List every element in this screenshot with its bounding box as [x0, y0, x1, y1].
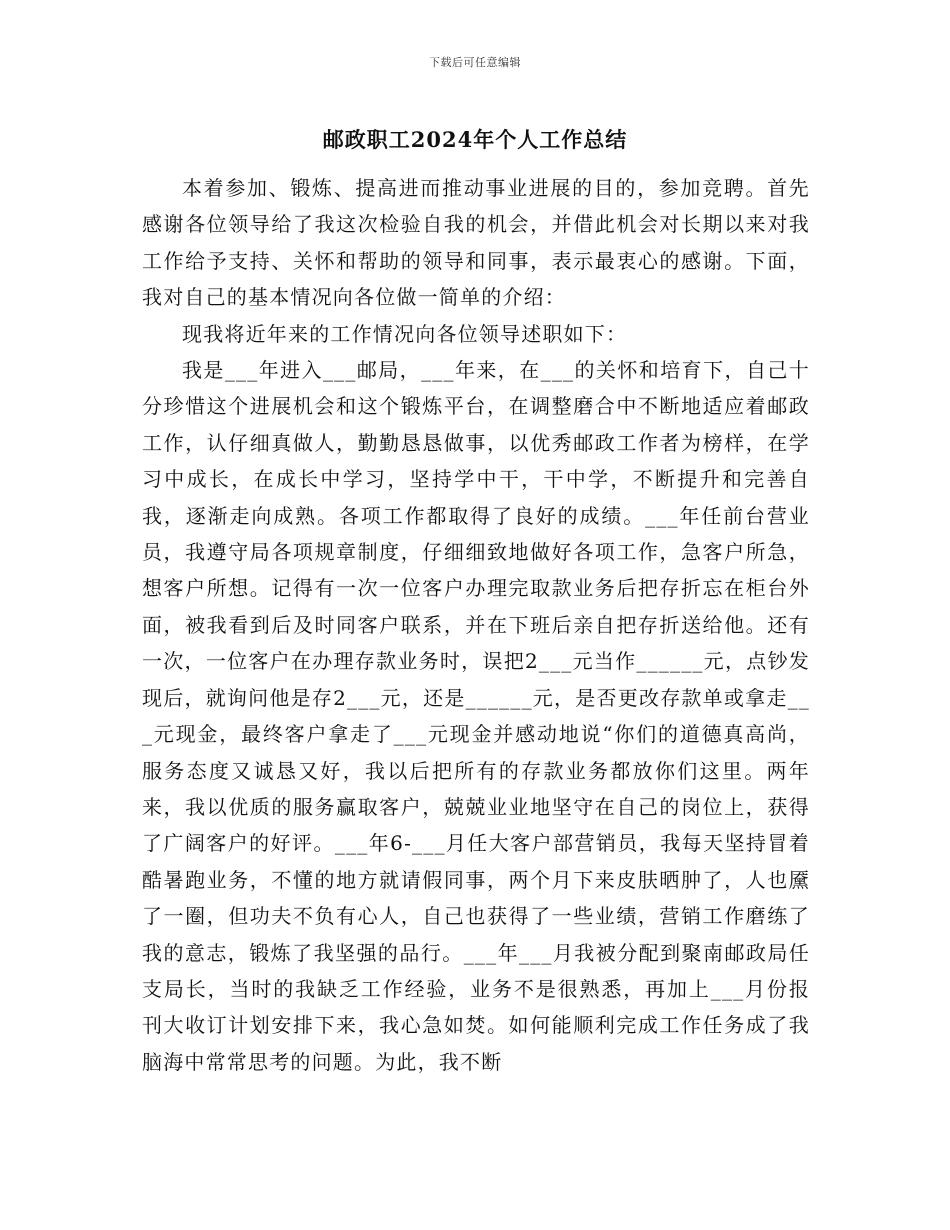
paragraph-work-history: 我是___年进入___邮局，___年来，在___的关怀和培育下，自己十分珍惜这个进展机会和这个锻炼平台，在调整磨合中不断地适应着邮政工作，认仔细真做人，勤勤恳恳做事，以优秀邮政工作者为榜样，在学习中成长，在成长中学习，坚持学中干，干中学，不断提升和完善自我，逐渐走向成熟。各项工作都取得了良好的成绩。___年任前台营业员，我遵守局各项规章制度，仔细细致地做好各项工作，急客户所急，想客户所想。记得有一次一位客户办理完取款业务后把存折忘在柜台外面，被我看到后及时同客户联系，并在下班后亲自把存折送给他。还有一次，一位客户在办理存款业务时，误把2___元当作______元，点钞发现后，就询问他是存2___元，还是______元，是否更改存款单或拿走___元现金，最终客户拿走了___元现金并感动地说“你们的道德真高尚，服务态度又诚恳又好，我以后把所有的存款业务都放你们这里。两年来，我以优质的服务赢取客户，兢兢业业地坚守在自己的岗位上，获得了广阔客户的好评。___年6-___月任大客户部营销员，我每天坚持冒着酷暑跑业务，不懂的地方就请假同事，两个月下来皮肤晒肿了，人也黡了一圈，但功夫不负有心人，自己也获得了一些业绩，营销工作磨练了我的意志，锻炼了我坚强的品行。___年___月我被分配到聚南邮政局任支局长，当时的我缺乏工作经验，业务不是很熟悉，再加上___月份报刊大收订计划安排下来，我心急如焚。如何能顺利完成工作任务成了我脑海中常常思考的问题。为此，我不断 [142, 358, 810, 1074]
header-note: 下载后可任意编辑 [429, 56, 521, 69]
paragraph-report-intro: 现我将近年来的工作情况向各位领导述职如下： [182, 321, 628, 346]
paragraph-intro: 本着参加、锻炼、提高进而推动事业进展的目的，参加竞聘。首先感谢各位领导给了我这次检验自我的机会，并借此机会对长期以来对我工作给予支持、关怀和帮助的领导和同事，表示最衷心的感谢。下面，我对自己的基本情况向各位做一简单的介绍： [142, 176, 810, 310]
document-body [142, 170, 810, 1080]
document-title: 邮政职工2024年个人工作总结 [322, 127, 628, 152]
